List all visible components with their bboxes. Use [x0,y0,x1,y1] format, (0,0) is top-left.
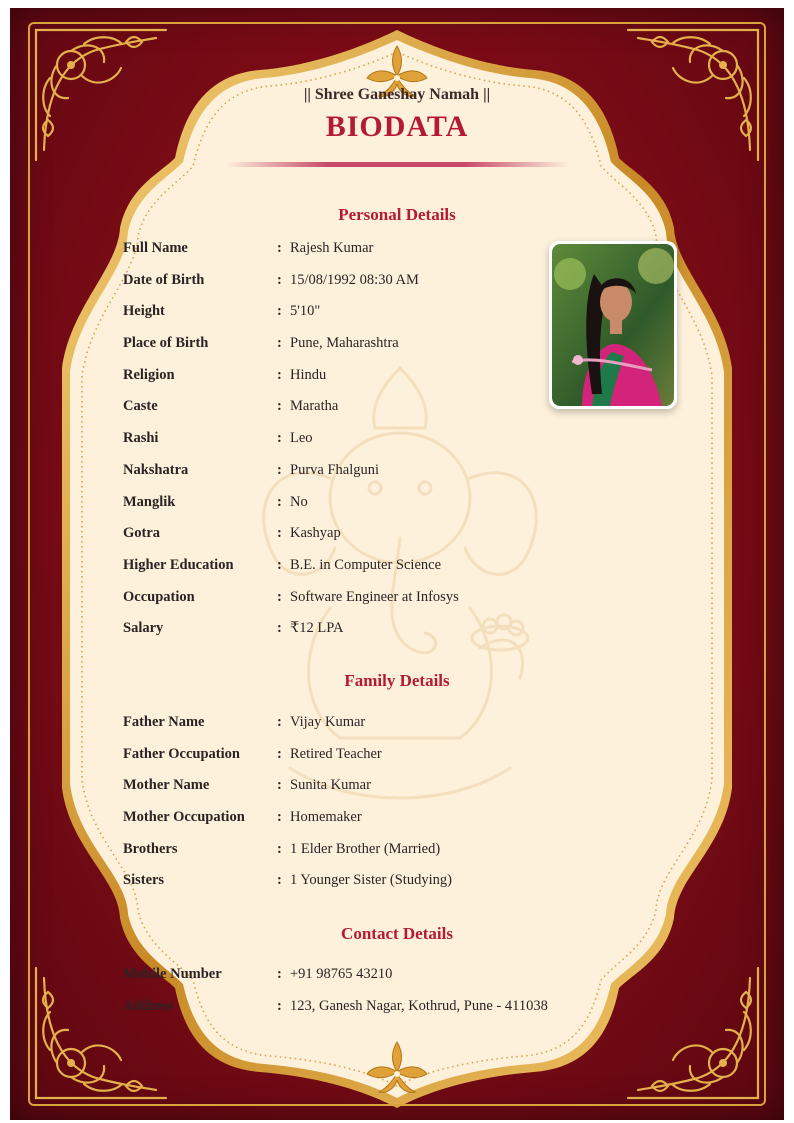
detail-value: B.E. in Computer Science [290,556,442,573]
detail-value: Retired Teacher [290,745,382,762]
detail-value: Software Engineer at Infosys [290,588,459,605]
detail-separator: : [277,398,282,415]
detail-separator: : [277,997,282,1014]
detail-separator: : [277,366,282,383]
detail-value: Purva Fhalguni [290,461,380,478]
detail-label: Address [123,997,174,1014]
detail-separator: : [277,714,282,730]
detail-value: Pune, Maharashtra [290,335,399,352]
page-title: BIODATA [325,110,469,143]
detail-label: Mother Name [123,777,210,794]
detail-label: Manglik [123,493,176,510]
detail-label: Rashi [123,430,159,447]
family-details-heading: Family Details [344,671,450,690]
detail-label: Height [123,303,165,320]
detail-separator: : [277,588,282,605]
detail-value: ₹12 LPA [290,620,344,637]
detail-value: Leo [290,430,313,447]
detail-separator: : [277,303,282,320]
detail-value: Hindu [290,366,327,383]
detail-separator: : [277,966,282,982]
detail-separator: : [277,335,282,352]
detail-value: 1 Younger Sister (Studying) [290,872,452,889]
detail-separator: : [277,556,282,573]
title-divider [225,162,569,167]
detail-separator: : [277,461,282,478]
detail-label: Mother Occupation [123,809,245,826]
detail-value: Maratha [290,398,339,415]
detail-label: Religion [123,366,175,383]
detail-separator: : [277,493,282,510]
profile-photo-frame [549,241,677,409]
detail-value: Rajesh Kumar [290,240,374,256]
detail-label: Father Name [123,714,205,730]
detail-value: 15/08/1992 08:30 AM [290,271,419,288]
detail-label: Sisters [123,872,165,889]
detail-separator: : [277,271,282,288]
detail-label: Date of Birth [123,271,205,288]
detail-separator: : [277,240,282,256]
floral-motif-icon [357,1038,437,1098]
detail-value: Homemaker [290,809,362,826]
detail-label: Full Name [123,240,188,256]
detail-value: 1 Elder Brother (Married) [290,840,441,857]
invocation-text: || Shree Ganeshay Namah || [303,86,491,103]
detail-label: Occupation [123,588,195,605]
biodata-page [10,8,784,1120]
detail-separator: : [277,745,282,762]
detail-separator: : [277,525,282,542]
detail-separator: : [277,777,282,794]
profile-photo-icon [552,244,674,406]
corner-ornament-icon [618,958,768,1108]
detail-label: Father Occupation [123,745,240,762]
detail-value: 123, Ganesh Nagar, Kothrud, Pune - 411038 [290,997,548,1014]
detail-value: Vijay Kumar [290,714,366,730]
detail-label: Brothers [123,840,178,857]
detail-label: Higher Education [123,556,234,573]
personal-details-heading: Personal Details [338,205,456,224]
detail-label: Nakshatra [123,461,189,478]
detail-value: Kashyap [290,525,341,542]
detail-value: +91 98765 43210 [290,966,393,982]
detail-separator: : [277,620,282,637]
contact-details-heading: Contact Details [341,924,453,943]
detail-label: Salary [123,620,164,637]
detail-value: 5'10" [290,303,321,320]
detail-value: No [290,493,308,510]
detail-separator: : [277,809,282,826]
detail-separator: : [277,872,282,889]
detail-label: Gotra [123,525,161,542]
detail-value: Sunita Kumar [290,777,371,794]
detail-label: Mobile Number [123,966,222,982]
detail-separator: : [277,430,282,447]
detail-separator: : [277,840,282,857]
detail-label: Caste [123,398,158,415]
detail-label: Place of Birth [123,335,209,352]
